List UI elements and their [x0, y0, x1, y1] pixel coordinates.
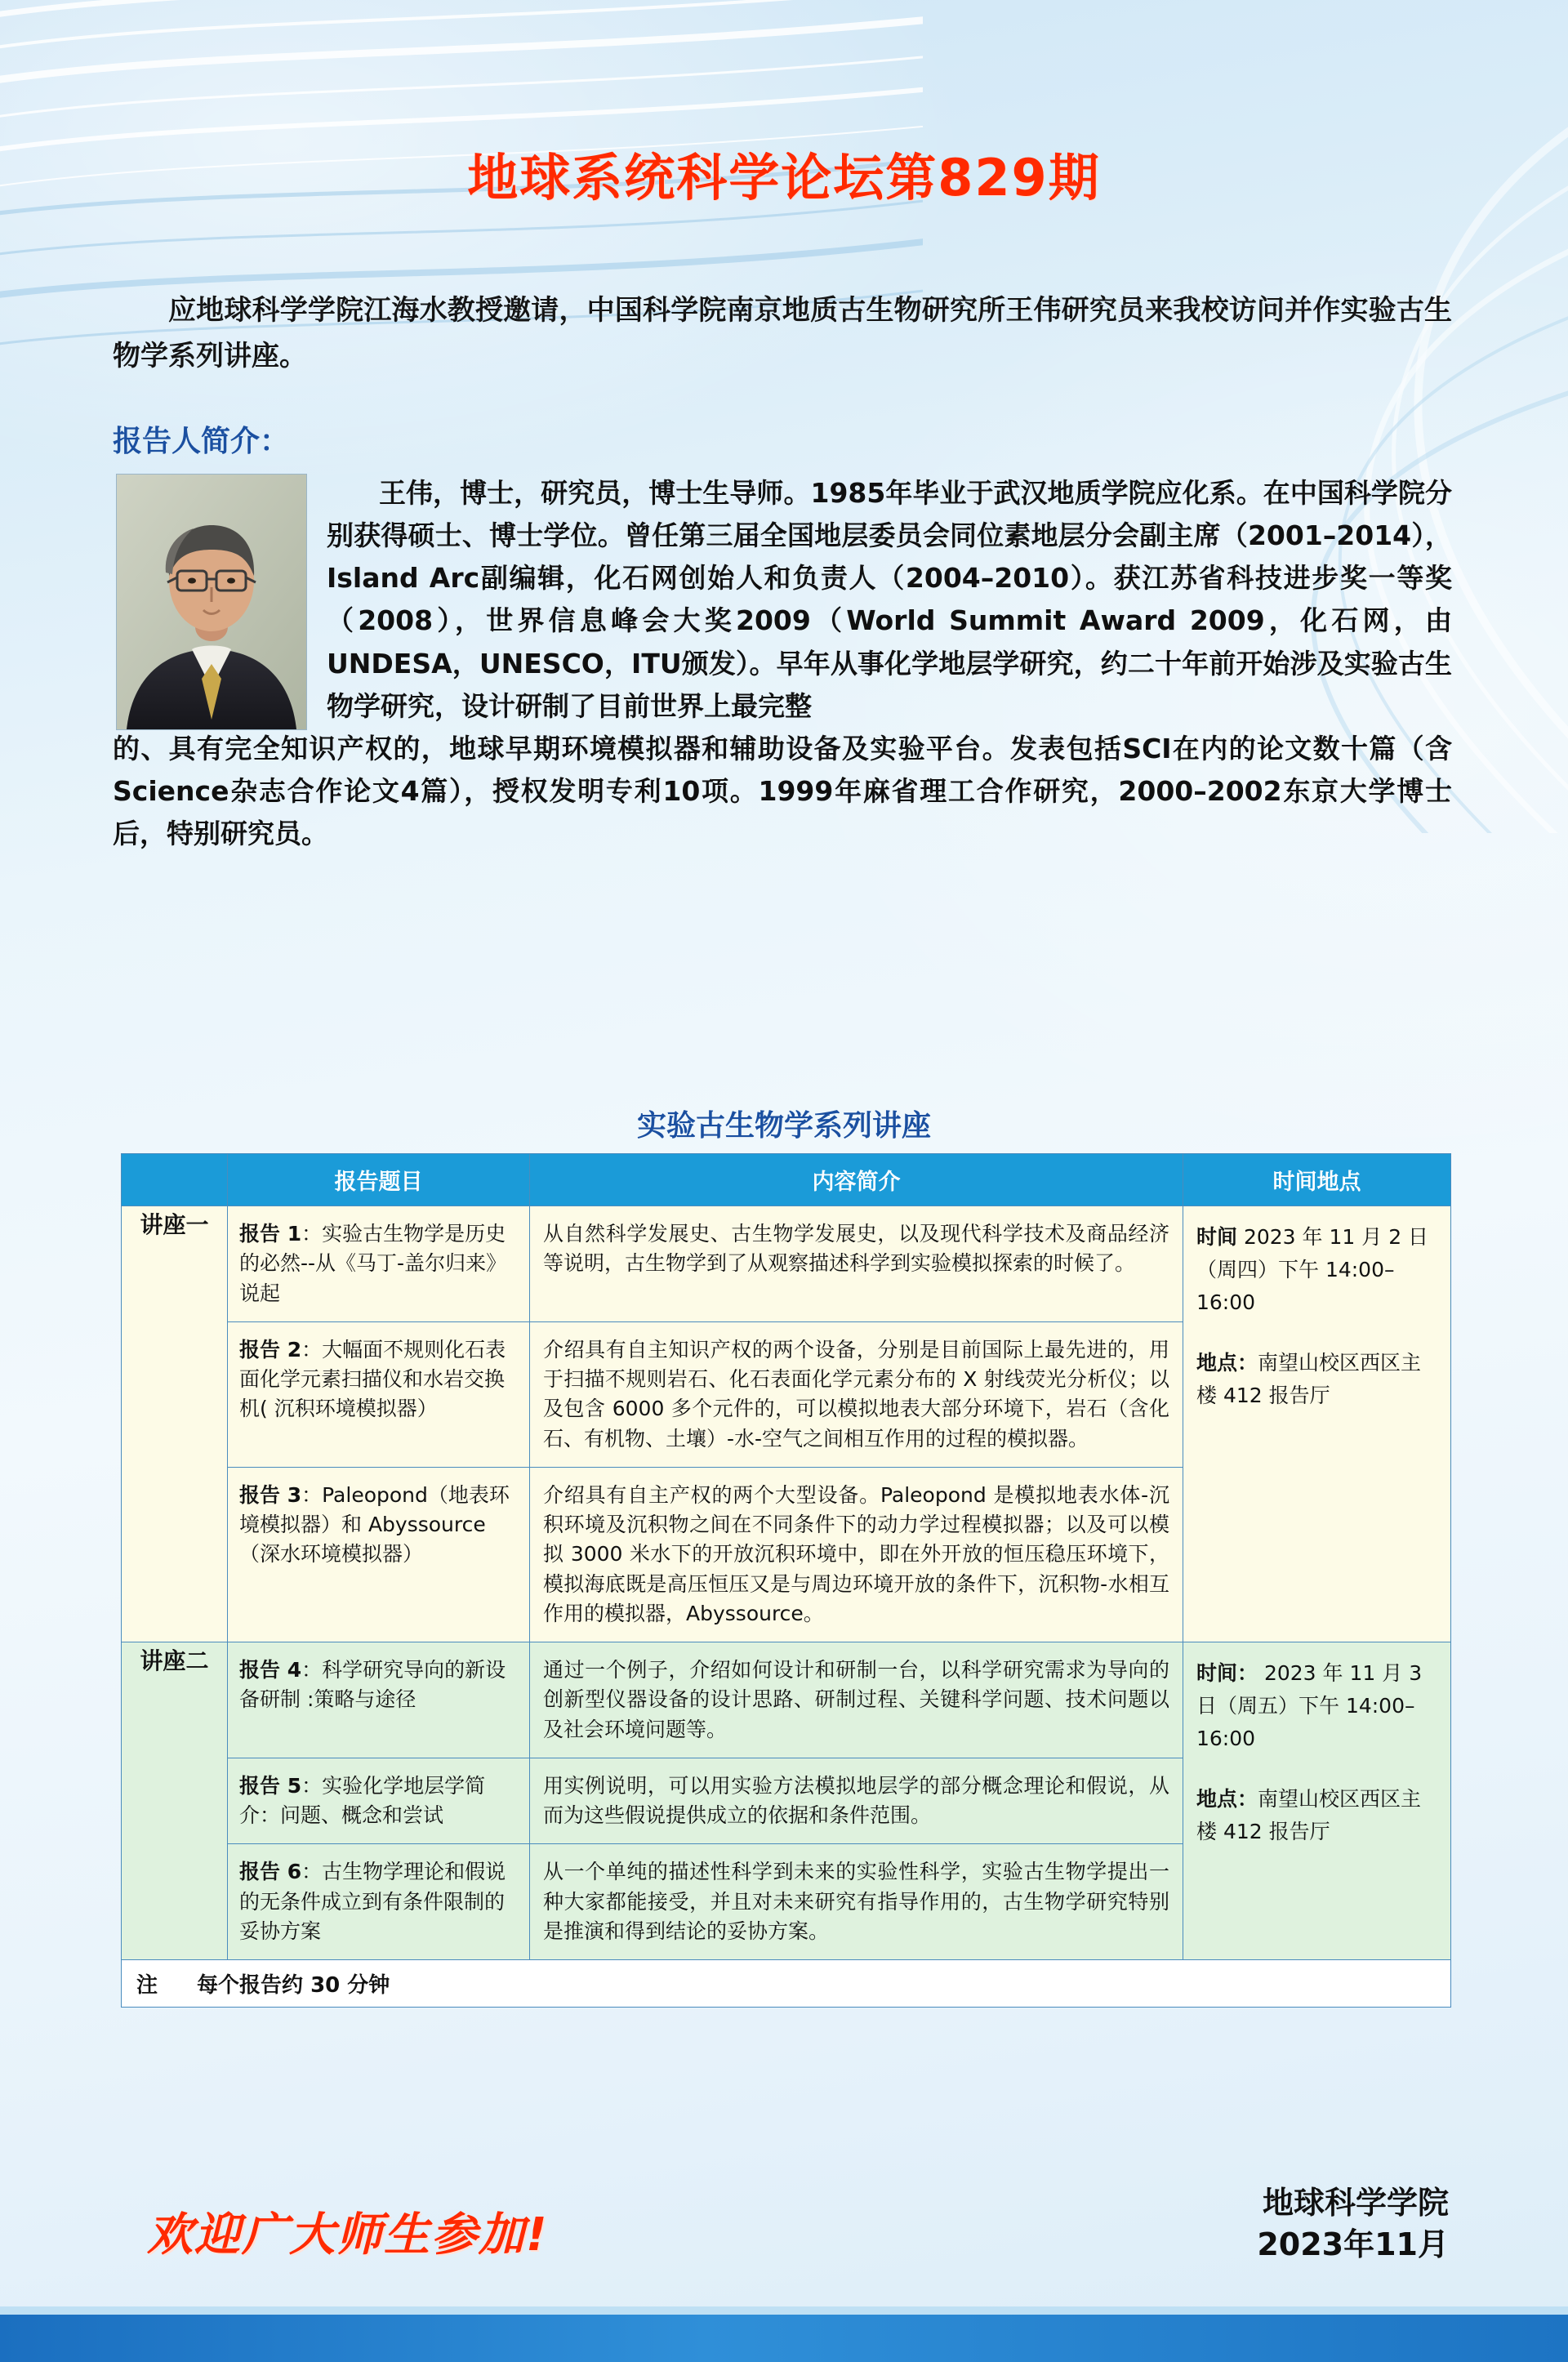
table-header-topic: 报告题目 — [228, 1154, 530, 1206]
when-time-value-1: 2023 年 11 月 2 日（周四）下午 14:00–16:00 — [1196, 1225, 1429, 1314]
when-place-label-1: 地点： — [1196, 1351, 1258, 1375]
footer-accent-strip — [0, 2306, 1568, 2315]
topic-cell-3 — [228, 1467, 530, 1642]
topic-text-3: ：Paleopond（地表环境模拟器）和 Abyssource（深水环境模拟器） — [239, 1482, 510, 1566]
when-time-label-2: 时间： — [1196, 1661, 1258, 1685]
topic-cell-4 — [228, 1642, 530, 1758]
topic-number-4: 报告 4 — [239, 1658, 302, 1682]
desc-cell-5: 用实例说明，可以用实验方法模拟地层学的部分概念理论和假说，从而为这些假说提供成立的依据和条件范围。 — [530, 1758, 1183, 1844]
when-place-value-1: 南望山校区西区主楼 412 报告厅 — [1196, 1351, 1422, 1407]
when-cell-1 — [1183, 1206, 1451, 1642]
table-row — [122, 1642, 1451, 1758]
table-header-desc: 内容简介 — [530, 1154, 1183, 1206]
table-header-when: 时间地点 — [1183, 1154, 1451, 1206]
topic-text-1: ：实验古生物学是历史的必然--从《马丁-盖尔归来》说起 — [239, 1222, 507, 1305]
group-label-2: 讲座二 — [122, 1642, 228, 1960]
lecture-schedule-table — [121, 1153, 1451, 2008]
topic-text-2: ：大幅面不规则化石表面化学元素扫描仪和水岩交换机( 沉积环境模拟器） — [239, 1337, 506, 1421]
desc-cell-4: 通过一个例子，介绍如何设计和研制一台，以科学研究需求为导向的创新型仪器设备的设计思路、研制过程、关键科学问题、技术问题以及社会环境问题等。 — [530, 1642, 1183, 1758]
welcome-banner: 欢迎广大师生参加! — [147, 2208, 549, 2262]
speaker-section-label: 报告人简介： — [113, 425, 290, 458]
page-title: 地球系统科学论坛第829期 — [467, 148, 1101, 207]
note-label: 注 — [136, 1973, 158, 1998]
series-heading: 实验古生物学系列讲座 — [636, 1109, 931, 1143]
topic-text-6: ：古生物学理论和假说的无条件成立到有条件限制的妥协方案 — [239, 1860, 506, 1943]
table-header-group — [122, 1154, 228, 1206]
topic-text-4: ：科学研究导向的新设备研制 :策略与途径 — [239, 1658, 506, 1712]
table-note-cell — [122, 1960, 1451, 2008]
topic-number-6: 报告 6 — [239, 1860, 302, 1884]
speaker-bio-part2: 的、具有完全知识产权的，地球早期环境模拟器和辅助设备及实验平台。发表包括SCI在内的论文数十篇（含Science杂志合作论文4篇），授权发明专利10项。1999年麻省理工合作研究，2000–2002东京大学博士后，特别研究员。 — [113, 732, 1452, 849]
desc-cell-2: 介绍具有自主知识产权的两个设备，分别是目前国际上最先进的，用于扫描不规则岩石、化石表面化学元素分布的 X 射线荧光分析仪；以及包含 6000 多个元件的，可以模拟地表大部分环境下，岩石（含化石、有机物、土壤）-水-空气之间相互作用的过程的模拟器。 — [530, 1321, 1183, 1467]
group-label-1: 讲座一 — [122, 1206, 228, 1642]
topic-cell-1 — [228, 1206, 530, 1322]
topic-number-2: 报告 2 — [239, 1337, 302, 1361]
desc-cell-3: 介绍具有自主产权的两个大型设备。Paleopond 是模拟地表水体-沉积环境及沉积物之间在不同条件下的动力学过程模拟器；以及可以模拟 3000 米水下的开放沉积环境中，即在外开放的恒压稳压环境下，模拟海底既是高压恒压又是与周边环境开放的条件下，沉积物-水相互作用的模拟器，Abyssource。 — [530, 1467, 1183, 1642]
when-place-value-2: 南望山校区西区主楼 412 报告厅 — [1196, 1787, 1422, 1843]
desc-cell-6: 从一个单纯的描述性科学到未来的实验性科学，实验古生物学提出一种大家都能接受，并且对未来研究有指导作用的，古生物学研究特别是推演和得到结论的妥协方案。 — [530, 1844, 1183, 1960]
topic-cell-6 — [228, 1844, 530, 1960]
topic-number-5: 报告 5 — [239, 1773, 302, 1798]
desc-cell-1: 从自然科学发展史、古生物学发展史，以及现代科学技术及商品经济等说明，古生物学到了从观察描述科学到实验模拟探索的时候了。 — [530, 1206, 1183, 1322]
when-time-value-2: 2023 年 11 月 3 日（周五）下午 14:00–16:00 — [1196, 1661, 1423, 1750]
signature-date: 2023年11月 — [1257, 2226, 1449, 2263]
invitation-paragraph: 应地球科学学院江海水教授邀请，中国科学院南京地质古生物研究所王伟研究员来我校访问并作实验古生物学系列讲座。 — [113, 294, 1452, 373]
signature-block — [1257, 2182, 1449, 2266]
topic-number-3: 报告 3 — [239, 1482, 302, 1507]
footer-bar — [0, 2315, 1568, 2362]
table-header-row — [122, 1154, 1451, 1206]
note-text: 每个报告约 30 分钟 — [197, 1973, 390, 1998]
when-cell-2 — [1183, 1642, 1451, 1960]
topic-cell-5 — [228, 1758, 530, 1844]
topic-number-1: 报告 1 — [239, 1222, 302, 1246]
when-place-label-2: 地点： — [1196, 1787, 1258, 1811]
table-note-row — [122, 1960, 1451, 2008]
when-time-label-1: 时间 — [1196, 1225, 1238, 1249]
table-row — [122, 1206, 1451, 1322]
speaker-bio-part1: 王伟，博士，研究员，博士生导师。1985年毕业于武汉地质学院应化系。在中国科学院分别获得硕士、博士学位。曾任第三届全国地层委员会同位素地层分会副主席（2001–2014），Island Arc副编辑，化石网创始人和负责人（2004–2010）。获江苏省科技进步奖一等奖（2008），世界信息峰会大奖2009（World Summit Award 2009，化石网，由UNDESA，UNESCO，ITU颁发）。早年从事化学地层学研究，约二十年前开始涉及实验古生物学研究，设计研制了目前世界上最完整 — [327, 477, 1452, 722]
speaker-bio — [113, 472, 1452, 855]
topic-cell-2 — [228, 1321, 530, 1467]
signature-org: 地球科学学院 — [1262, 2185, 1449, 2221]
topic-text-5: ：实验化学地层学简介：问题、概念和尝试 — [239, 1773, 486, 1827]
